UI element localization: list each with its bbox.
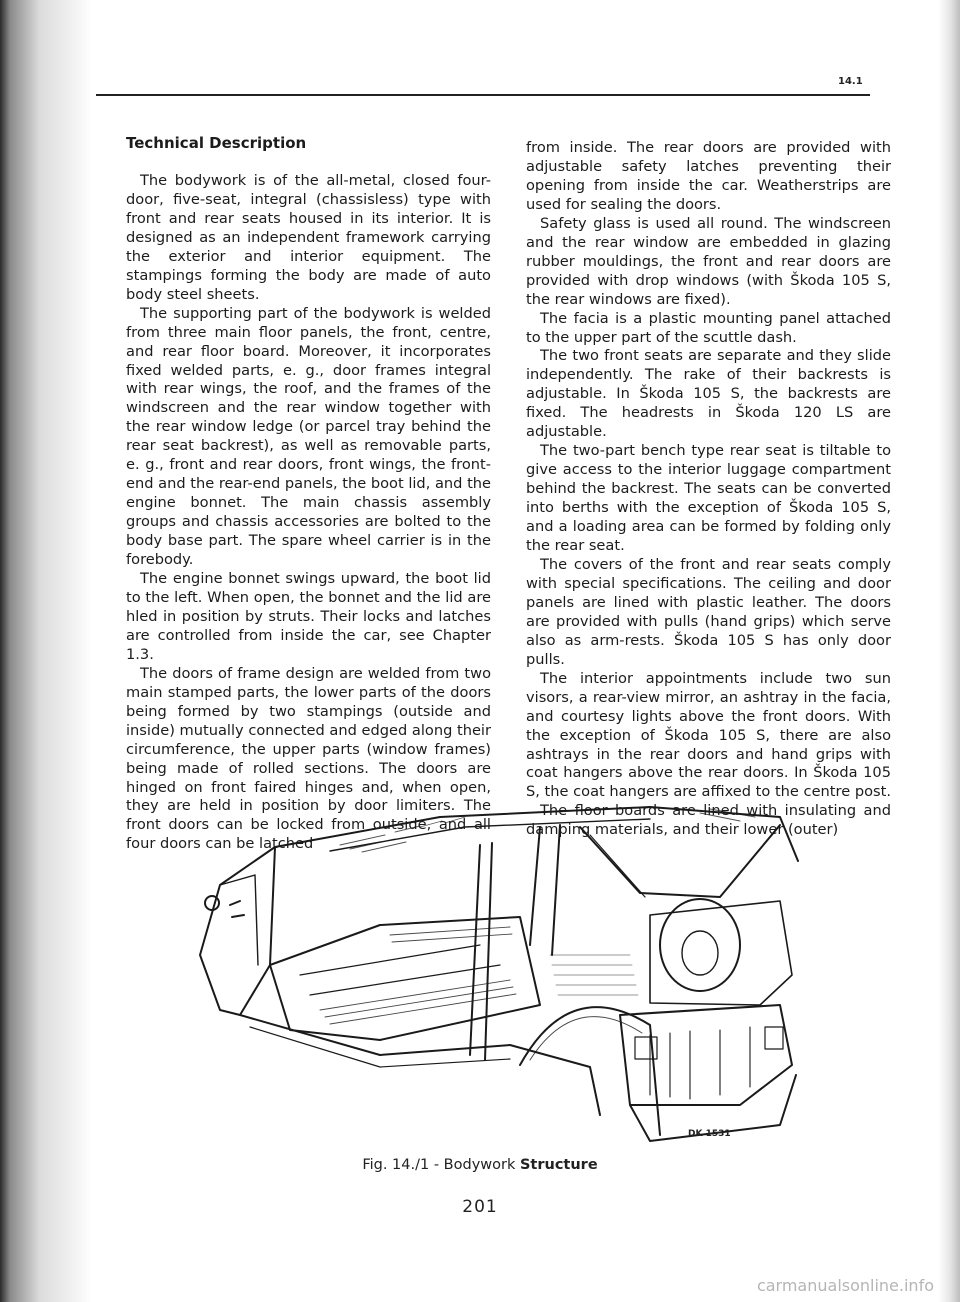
watermark: carmanualsonline.info bbox=[756, 1276, 934, 1295]
figure-caption bbox=[0, 1157, 960, 1173]
header-rule bbox=[96, 94, 870, 96]
paragraph: The covers of the front and rear seats comply with special specifications. The ceiling and door panels are lined with plastic leather. The doors are provided with pulls (hand grips) which serve also as arm-rests. Škoda 105 S has only door pulls. bbox=[526, 555, 891, 668]
figure-caption-prefix: Fig. 14./1 - Bodywork bbox=[362, 1157, 516, 1173]
paragraph: The two front seats are separate and they slide independently. The rake of their backrests is adjustable. In Škoda 105 S, the backrests are fixed. The headrests in Škoda 120 LS are adjustable. bbox=[526, 347, 891, 441]
paragraph: Safety glass is used all round. The windscreen and the rear window are embedded in glazing rubber mouldings, the front and rear doors are provided with drop windows (with Škoda 105 S, the rear windows are fixed). bbox=[526, 214, 891, 308]
scan-edge-shadow-left bbox=[0, 0, 92, 1302]
paragraph: The engine bonnet swings upward, the boot lid to the left. When open, the bonnet and the lid are hled in position by struts. Their locks and latches are controlled from inside the car, see Chapter 1.3. bbox=[126, 570, 491, 663]
scan-edge-shadow-right bbox=[938, 0, 960, 1302]
section-title: Technical Description bbox=[126, 134, 307, 152]
section-number: 14.1 bbox=[838, 76, 863, 87]
paragraph: The bodywork is of the all-metal, closed four-door, five-seat, integral (chassisless) type with front and rear seats housed in its interior. It is designed as an independent framework carrying the exterior and interior equipment. The stampings forming the body are made of auto body steel sheets. bbox=[126, 172, 491, 303]
paragraph-continued: from inside. The rear doors are provided with adjustable safety latches preventing their opening from inside the car. Weatherstrips are used for sealing the doors. bbox=[526, 139, 891, 213]
left-column bbox=[126, 134, 491, 854]
paragraph: The two-part bench type rear seat is tiltable to give access to the interior luggage compartment behind the backrest. The seats can be converted into berths with the exception of Škoda 105 S, and a loading area can be formed by folding only the rear seat. bbox=[526, 442, 891, 555]
bodywork-structure-illustration bbox=[180, 805, 810, 1245]
right-column bbox=[526, 139, 891, 840]
paragraph: The floor boards are lined with insulating and damping materials, and their lower (outer) bbox=[526, 802, 891, 839]
figure-caption-emphasis: Structure bbox=[519, 1157, 598, 1173]
paragraph: The doors of frame design are welded from two main stamped parts, the lower parts of the doors being formed by two stampings (outside and inside) mutually connected and edged along their circumference, the upper parts (window frames) being made of rolled sections. The doors are hinged on front faired hinges and, when open, they are held in position by door limiters. The front doors can be locked from outside, and all four doors can be latched bbox=[126, 664, 491, 853]
drawing-code: DK 1531 bbox=[688, 1129, 731, 1139]
paragraph: The interior appointments include two sun visors, a rear-view mirror, an ashtray in the facia, and courtesy lights above the front doors. With the exception of Škoda 105 S, there are also ashtrays in the rear doors and hand grips with coat hangers above the rear doors. In Škoda 105 S, the coat hangers are affixed to the centre post. bbox=[526, 669, 891, 801]
page-number: 201 bbox=[462, 1197, 498, 1217]
paragraph: The supporting part of the bodywork is welded from three main floor panels, the front, centre, and rear floor board. Moreover, it incorporates fixed welded parts, e. g., door frames integral with rear wings, the roof, and the frames of the windscreen and the rear window together with the rear window ledge (or parcel tray behind the rear seat backrest), as well as removable parts, e. g., front and rear doors, front wings, the front-end and the rear-end panels, the boot lid, and the engine bonnet. The main chassis assembly groups and chassis accessories are bolted to the body base part. The spare wheel carrier is in the forebody. bbox=[126, 304, 492, 569]
paragraph: The facia is a plastic mounting panel attached to the upper part of the scuttle dash. bbox=[526, 309, 891, 346]
